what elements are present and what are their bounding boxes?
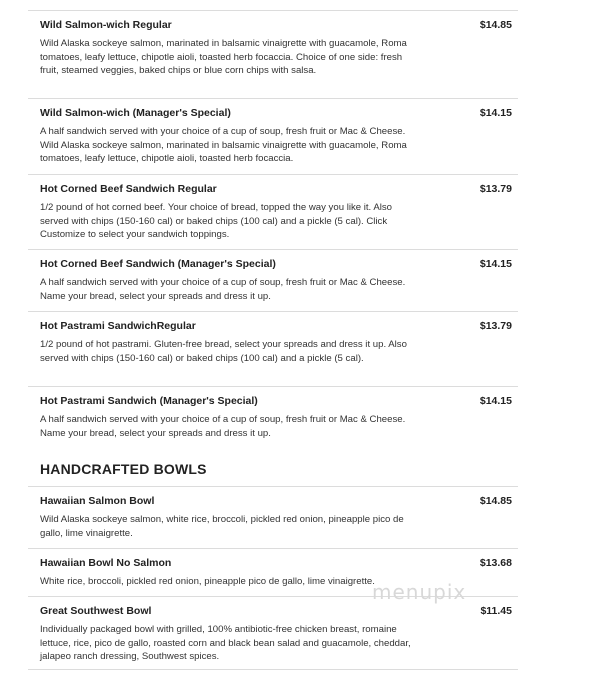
menu-item[interactable] [28,10,518,98]
menu-item[interactable] [28,311,518,386]
item-price: $14.85 [479,495,512,507]
item-price: $13.79 [479,320,512,332]
menu-item[interactable] [28,596,518,670]
item-name: Hot Pastrami SandwichRegular [40,320,196,332]
item-description: 1/2 pound of hot corned beef. Your choice of bread, topped the way you like it. Also served with chips (150-160 cal) or baked chips (100 cal) and a pickle (5 cal). Click Customize to select your sandwich toppings. [40,202,393,241]
item-description: White rice, broccoli, pickled red onion, pineapple pico de gallo, lime vinaigrette. [40,576,375,587]
item-name: Hot Corned Beef Sandwich Regular [40,183,217,195]
item-name: Hawaiian Bowl No Salmon [40,557,172,569]
item-name: Hot Corned Beef Sandwich (Manager's Special) [40,258,276,270]
item-name: Hot Pastrami Sandwich (Manager's Special) [40,395,258,407]
item-price: $11.45 [480,605,512,617]
menu-item[interactable] [28,174,518,249]
item-description: Individually packaged bowl with grilled, 100% antibiotic-free chicken breast, romaine lettuce, rice, pico de gallo, roasted corn and black bean salad and guacamole, cheddar, jalapeo ranch dressing, Southwest spices. [40,624,411,663]
item-description: A half sandwich served with your choice of a cup of soup, fresh fruit or Mac & Cheese. Name your bread, select your spreads and dress it up. [40,414,406,439]
section-heading: HANDCRAFTED BOWLS [40,461,207,477]
item-description: 1/2 pound of hot pastrami. Gluten-free bread, select your spreads and dress it up. Also served with chips (150-160 cal) or baked chips (100 cal) and a pickle (5 cal). [40,339,407,364]
menu-item[interactable] [28,486,518,548]
item-price: $14.15 [479,395,512,407]
item-price: $13.79 [479,183,512,195]
watermark: menupix [372,580,467,604]
item-name: Wild Salmon-wich (Manager's Special) [40,107,231,119]
item-price: $14.85 [479,19,512,31]
item-description: Wild Alaska sockeye salmon, white rice, broccoli, pickled red onion, pineapple pico de gallo, lime vinaigrette. [40,514,404,539]
item-price: $14.15 [479,258,512,270]
item-name: Great Southwest Bowl [40,605,152,617]
item-name: Hawaiian Salmon Bowl [40,495,155,507]
item-description: Wild Alaska sockeye salmon, marinated in balsamic vinaigrette with guacamole, Roma tomatoes, leafy lettuce, chipotle aioli, toasted herb focaccia. Choice of one side: fresh fruit, steamed veggies, baked chips or blue corn chips with salsa. [40,38,407,77]
item-description: A half sandwich served with your choice of a cup of soup, fresh fruit or Mac & Cheese. Wild Alaska sockeye salmon, marinated in balsamic vinaigrette with guacamole, Roma tomatoes, leafy lettuce, chipotle aioli, toasted herb focaccia. [40,126,407,165]
item-price: $13.68 [479,557,512,569]
menu-item[interactable] [28,249,518,311]
item-price: $14.15 [479,107,512,119]
menu-item[interactable] [28,98,518,174]
item-name: Wild Salmon-wich Regular [40,19,172,31]
item-description: A half sandwich served with your choice of a cup of soup, fresh fruit or Mac & Cheese. Name your bread, select your spreads and dress it up. [40,277,406,302]
menu-item[interactable] [28,386,518,446]
